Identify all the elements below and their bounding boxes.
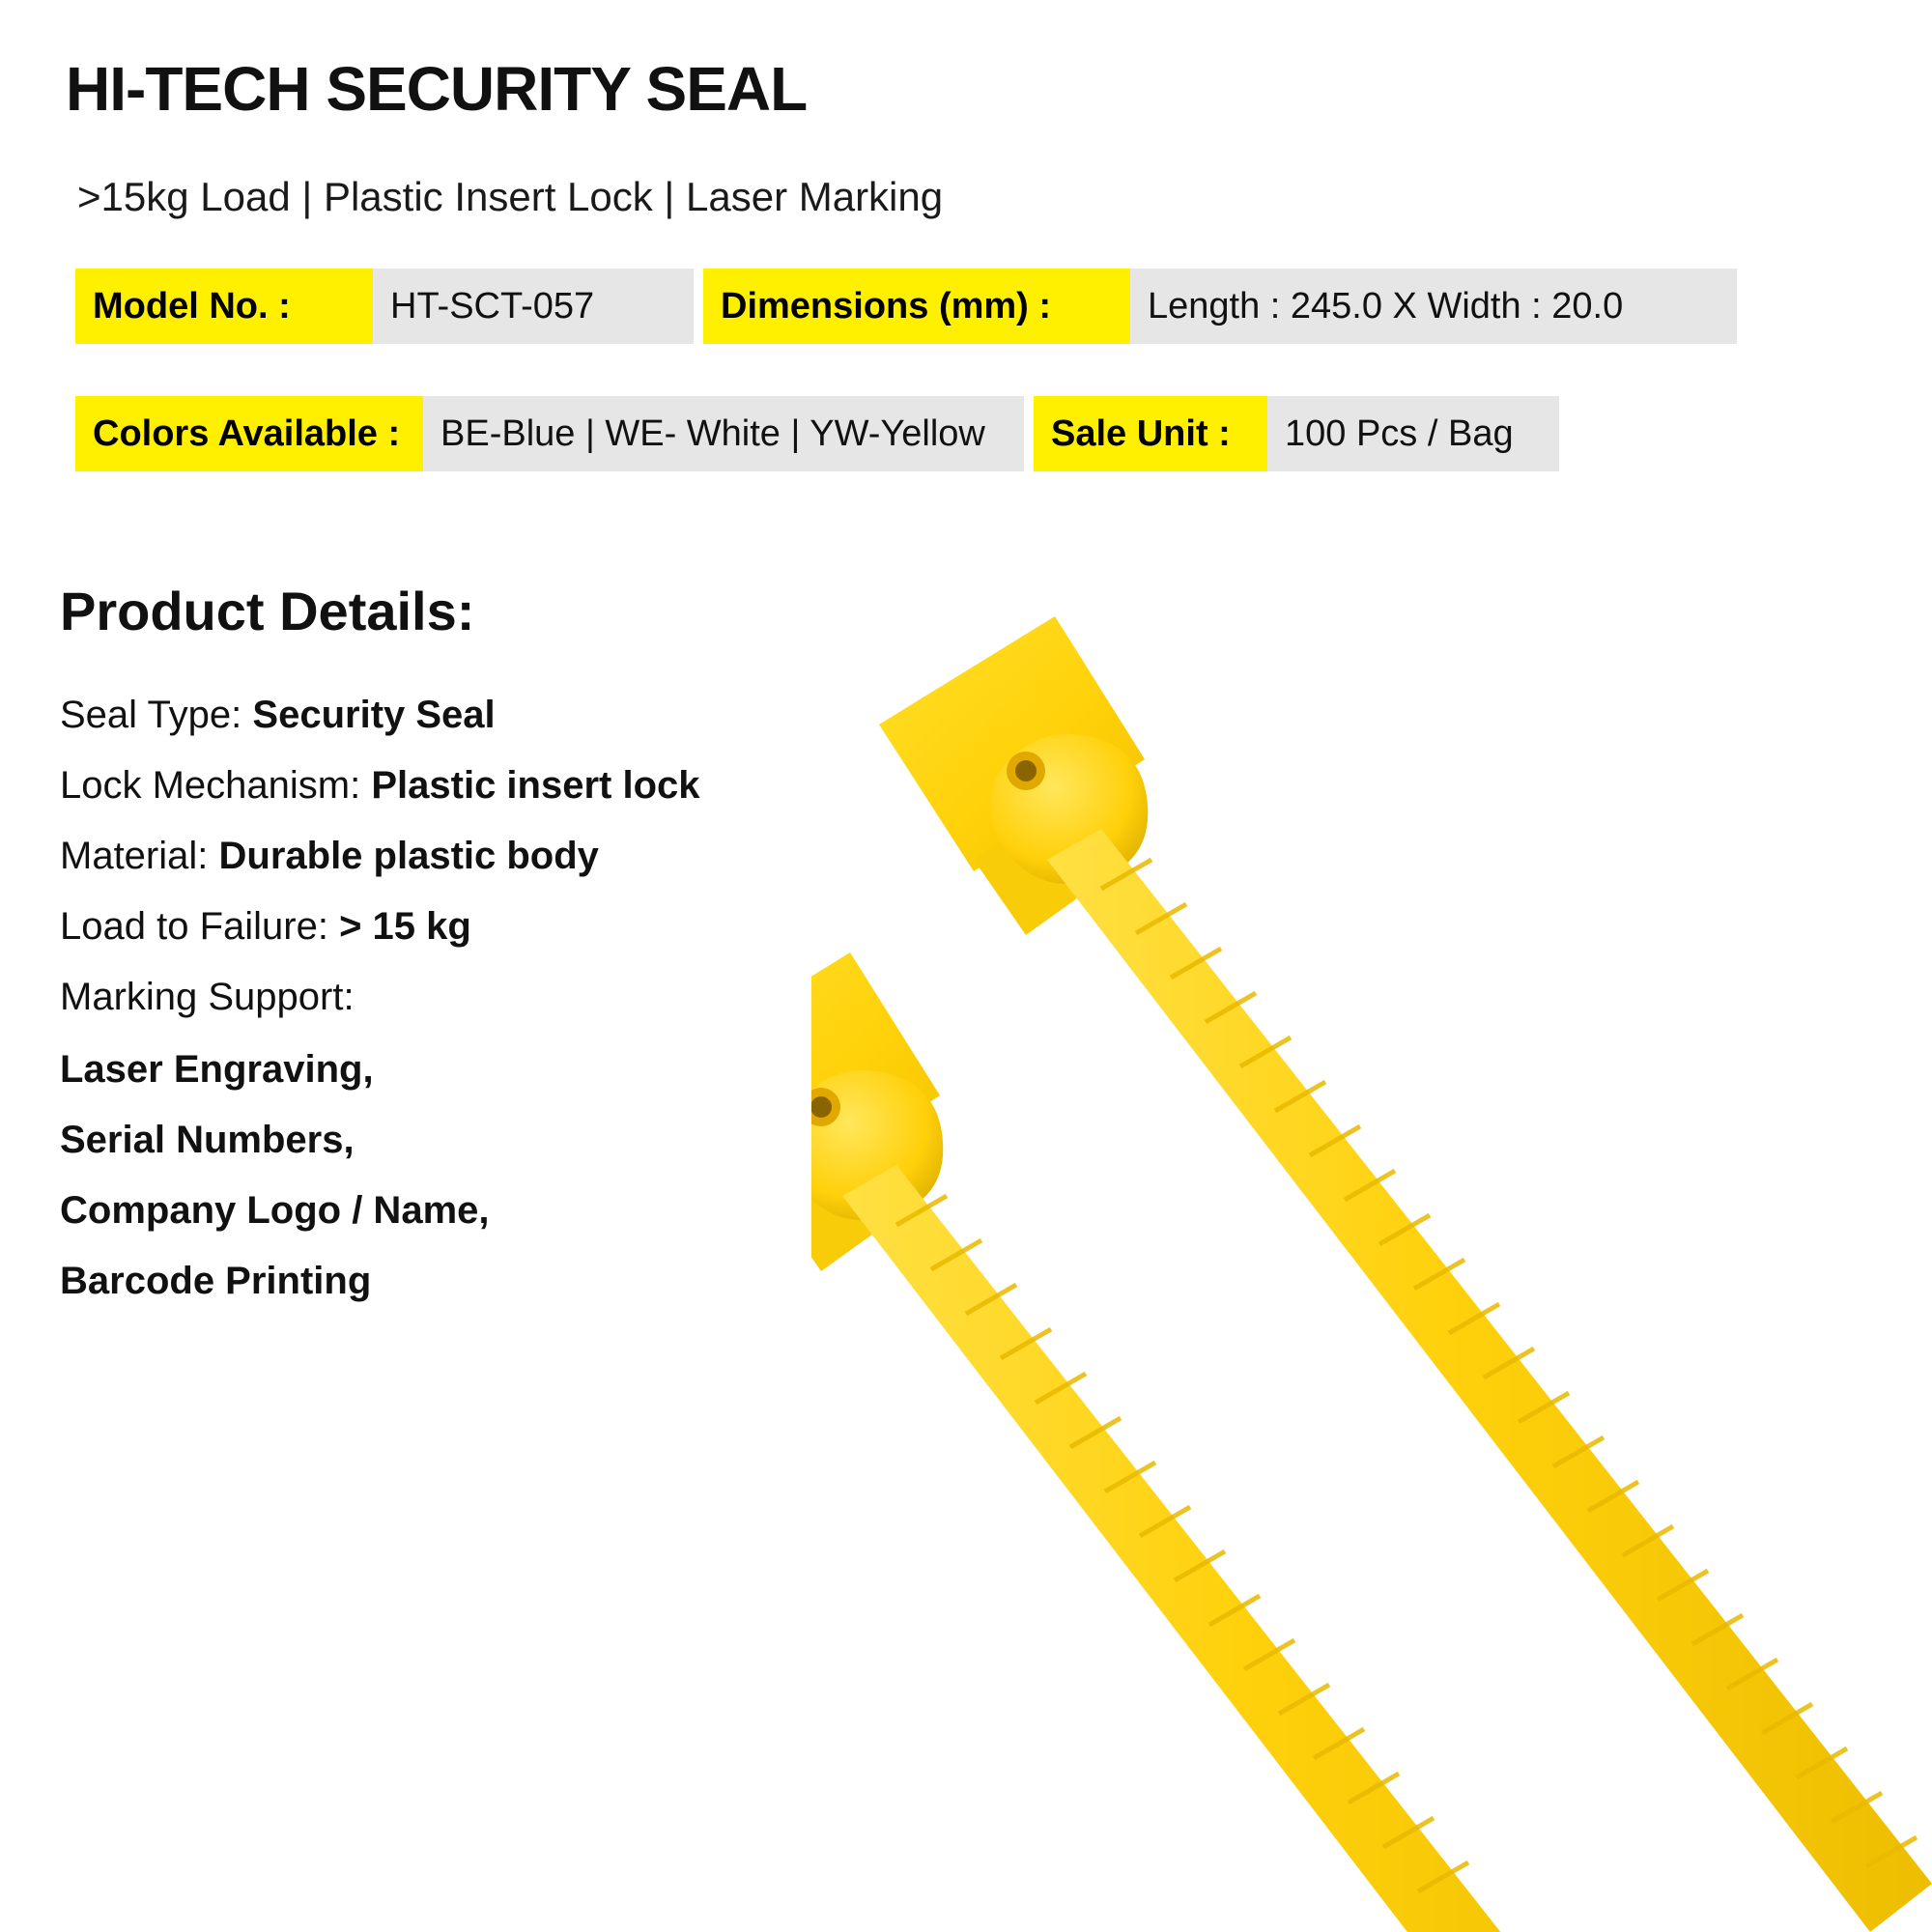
detail-line-load-to-failure	[60, 905, 471, 949]
detail-line-material	[60, 835, 599, 878]
detail-value: Laser Engraving,	[60, 1048, 374, 1091]
detail-line-seal-type	[60, 694, 496, 737]
spec-row	[75, 269, 1737, 344]
seal-upper	[879, 616, 1932, 1932]
detail-line-marking-serial-numbers	[60, 1119, 355, 1162]
detail-label: Material:	[60, 835, 219, 877]
security-seal-illustration	[811, 570, 1932, 1932]
spec-value-dimensions: Length : 245.0 X Width : 20.0	[1130, 269, 1737, 344]
spec-value-model-no: HT-SCT-057	[373, 269, 694, 344]
spec-value-colors-available: BE-Blue | WE- White | YW-Yellow	[423, 396, 1024, 471]
spec-label-sale-unit: Sale Unit :	[1034, 396, 1267, 471]
spec-label-model-no: Model No. :	[75, 269, 373, 344]
product-photo-security-seals	[811, 570, 1932, 1932]
detail-line-lock-mechanism	[60, 764, 700, 808]
page-title: HI-TECH SECURITY SEAL	[66, 54, 808, 124]
spec-gap	[1024, 396, 1034, 471]
detail-label: Seal Type:	[60, 694, 253, 736]
detail-value: Security Seal	[252, 694, 496, 736]
product-details-heading: Product Details:	[60, 581, 475, 641]
spec-row	[75, 396, 1559, 471]
detail-line-marking-laser-engraving	[60, 1048, 374, 1092]
detail-value: Company Logo / Name,	[60, 1189, 490, 1232]
spec-label-dimensions: Dimensions (mm) :	[703, 269, 1130, 344]
detail-value: Serial Numbers,	[60, 1119, 355, 1161]
detail-label: Marking Support:	[60, 976, 355, 1018]
detail-line-marking-support	[60, 976, 355, 1019]
seal-lower-lock-hole	[811, 1096, 832, 1118]
seal-upper-tail	[1047, 829, 1932, 1932]
detail-line-marking-company-logo	[60, 1189, 490, 1233]
detail-value: Barcode Printing	[60, 1260, 372, 1302]
detail-label: Load to Failure:	[60, 905, 340, 948]
seal-upper-lock-hole	[1015, 760, 1037, 781]
detail-label: Lock Mechanism:	[60, 764, 372, 807]
detail-value: > 15 kg	[339, 905, 471, 948]
detail-value: Durable plastic body	[218, 835, 599, 877]
spec-label-colors-available: Colors Available :	[75, 396, 423, 471]
detail-line-marking-barcode-printing	[60, 1260, 371, 1303]
spec-gap	[694, 269, 703, 344]
page-subtitle: >15kg Load | Plastic Insert Lock | Laser Marking	[77, 174, 944, 219]
detail-value: Plastic insert lock	[371, 764, 700, 807]
spec-value-sale-unit: 100 Pcs / Bag	[1267, 396, 1559, 471]
